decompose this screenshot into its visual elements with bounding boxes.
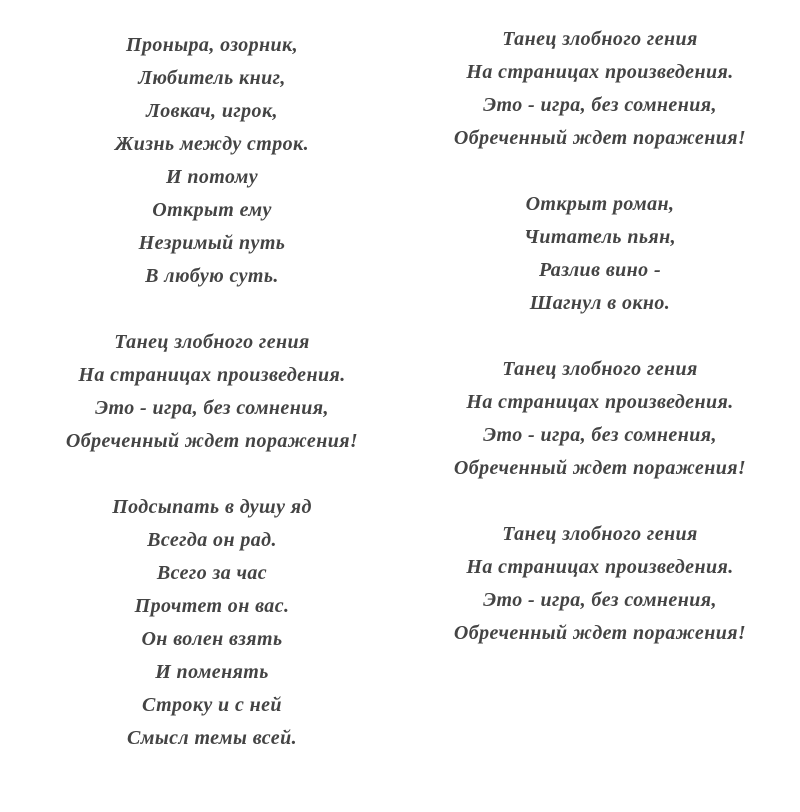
poem-line: Читатель пьян,	[524, 226, 676, 248]
poem-line: И потому	[166, 166, 258, 188]
poem-line: Прочтет он вас.	[134, 595, 290, 617]
poem-line: Обреченный ждет поражения!	[453, 127, 747, 149]
poem-line: Обреченный ждет поражения!	[65, 430, 359, 452]
poem-line: На страницах произведения.	[466, 61, 734, 83]
poem-line: Обреченный ждет поражения!	[453, 622, 747, 644]
poem-line: Открыт роман,	[525, 193, 675, 215]
poem-line: Пронырa, озорник,	[126, 34, 298, 56]
poem-line: На страницах произведения.	[466, 556, 734, 578]
poem-line: Незримый путь	[138, 232, 286, 254]
left-stanza-1	[12, 29, 412, 293]
poem-line: Шагнул в окно.	[529, 292, 671, 314]
poem-line: Любитель книг,	[138, 67, 286, 89]
right-column	[400, 23, 800, 683]
poem-line: На страницах произведения.	[466, 391, 734, 413]
poem-line: Ловкач, игрок,	[146, 100, 278, 122]
poem-line: Это - игра, без сомнения,	[483, 424, 717, 446]
poem-line: Смысл темы всей.	[127, 727, 297, 749]
left-stanza-3	[12, 491, 412, 755]
poem-line: Жизнь между строк.	[115, 133, 309, 155]
poem-line: Это - игра, без сомнения,	[95, 397, 329, 419]
right-stanza-2	[400, 188, 800, 320]
poem-line: Танец злобного гения	[502, 523, 698, 545]
poem-line: Обреченный ждет поражения!	[453, 457, 747, 479]
poem-line: Это - игра, без сомнения,	[483, 589, 717, 611]
poem-line: Это - игра, без сомнения,	[483, 94, 717, 116]
right-stanza-1	[400, 23, 800, 155]
poem-line: Подсыпать в душу яд	[112, 496, 312, 518]
poem-line: На страницах произведения.	[78, 364, 346, 386]
poem-line: Он волен взять	[141, 628, 283, 650]
left-stanza-2	[12, 326, 412, 458]
poem-line: Танец злобного гения	[502, 358, 698, 380]
poem-line: Разлив вино -	[538, 259, 662, 281]
left-column	[12, 29, 412, 788]
poem-line: Всего за час	[156, 562, 268, 584]
poem-line: Открыт ему	[152, 199, 272, 221]
poem-line: Танец злобного гения	[114, 331, 310, 353]
poem-line: Танец злобного гения	[502, 28, 698, 50]
poem-line: И поменять	[155, 661, 269, 683]
poem-line: В любую суть.	[145, 265, 279, 287]
poem-line: Всегда он рад.	[147, 529, 277, 551]
poem-line: Строку и с ней	[142, 694, 282, 716]
right-stanza-4	[400, 518, 800, 650]
right-stanza-3	[400, 353, 800, 485]
